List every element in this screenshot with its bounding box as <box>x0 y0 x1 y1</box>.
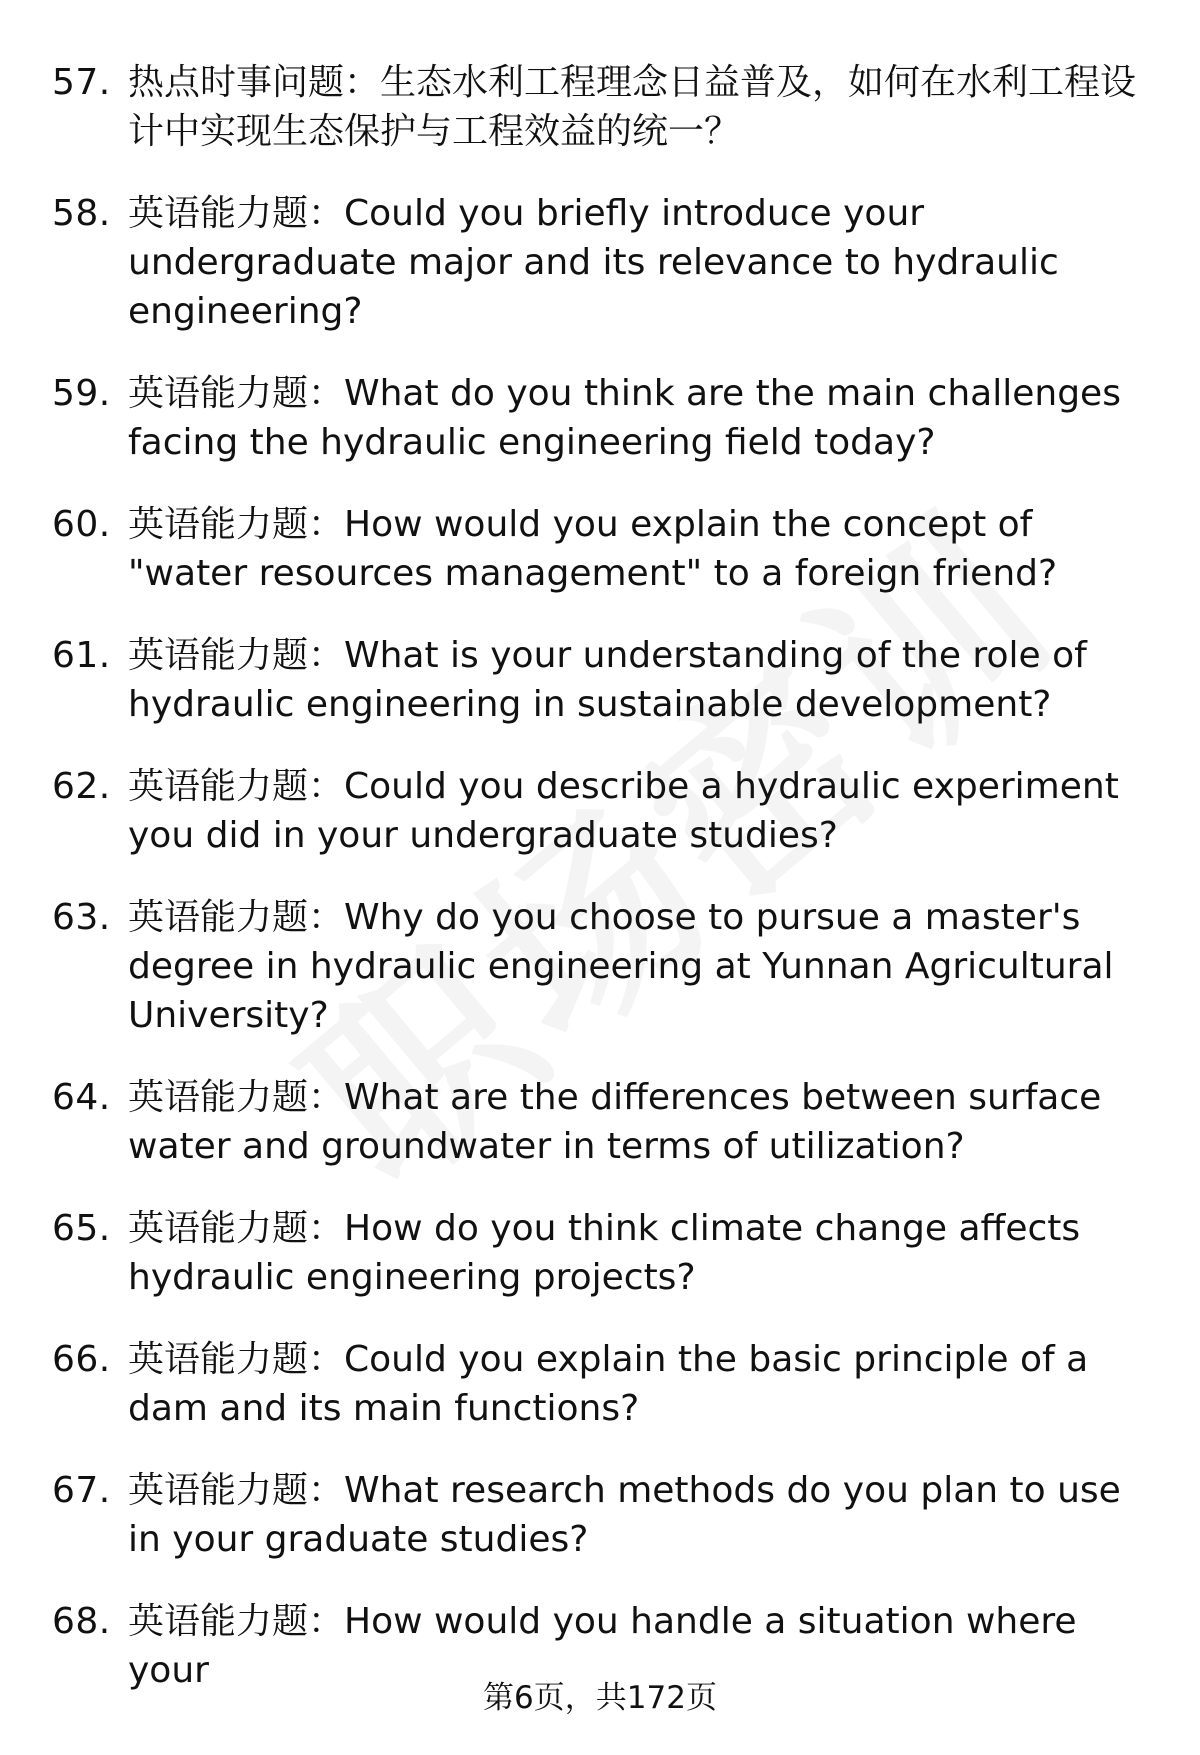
question-text: 英语能力题：How do you think climate change affects hydraulic engineering projects? <box>128 1208 1081 1298</box>
question-text: 英语能力题：Could you briefly introduce your undergraduate major and its relevance to hydraulic engineering? <box>128 193 1059 332</box>
question-number: 57. <box>52 62 111 103</box>
list-item <box>0 500 1200 598</box>
list-item <box>0 1073 1200 1171</box>
list-item <box>0 762 1200 860</box>
question-text: 英语能力题：What is your understanding of the role of hydraulic engineering in sustainable development? <box>128 635 1087 725</box>
question-number: 64. <box>52 1077 111 1118</box>
question-text: 英语能力题：What are the differences between surface water and groundwater in terms of utilization? <box>128 1077 1102 1167</box>
question-text: 英语能力题：Could you describe a hydraulic experiment you did in your undergraduate studies? <box>128 766 1119 856</box>
page-footer: 第6页，共172页 <box>483 1680 717 1716</box>
question-text: 英语能力题：How would you explain the concept of "water resources management" to a foreign friend? <box>128 504 1058 594</box>
list-item <box>0 1204 1200 1302</box>
question-text: 英语能力题：Why do you choose to pursue a master's degree in hydraulic engineering at Yunnan Agricultural University? <box>128 897 1114 1036</box>
question-text: 英语能力题：Could you explain the basic principle of a dam and its main functions? <box>128 1339 1089 1429</box>
question-number: 67. <box>52 1470 111 1511</box>
question-number: 58. <box>52 193 111 234</box>
question-text: 英语能力题：What do you think are the main challenges facing the hydraulic engineering field today? <box>128 373 1121 463</box>
list-item <box>0 1466 1200 1564</box>
question-number: 63. <box>52 897 111 938</box>
question-text: 英语能力题：What research methods do you plan to use in your graduate studies? <box>128 1470 1121 1560</box>
question-number: 61. <box>52 635 111 676</box>
question-text: 英语能力题：How would you handle a situation where your <box>128 1601 1077 1691</box>
question-number: 68. <box>52 1601 111 1642</box>
question-number: 65. <box>52 1208 111 1249</box>
list-item <box>0 893 1200 1040</box>
list-item <box>0 1335 1200 1433</box>
question-number: 62. <box>52 766 111 807</box>
question-number: 66. <box>52 1339 111 1380</box>
question-text: 热点时事问题：生态水利工程理念日益普及，如何在水利工程设计中实现生态保护与工程效益的统一？ <box>128 62 1137 152</box>
question-number: 59. <box>52 373 111 414</box>
list-item <box>0 189 1200 336</box>
list-item <box>0 631 1200 729</box>
list-item <box>0 369 1200 467</box>
list-item <box>0 58 1200 156</box>
question-list <box>0 58 1200 1728</box>
question-number: 60. <box>52 504 111 545</box>
